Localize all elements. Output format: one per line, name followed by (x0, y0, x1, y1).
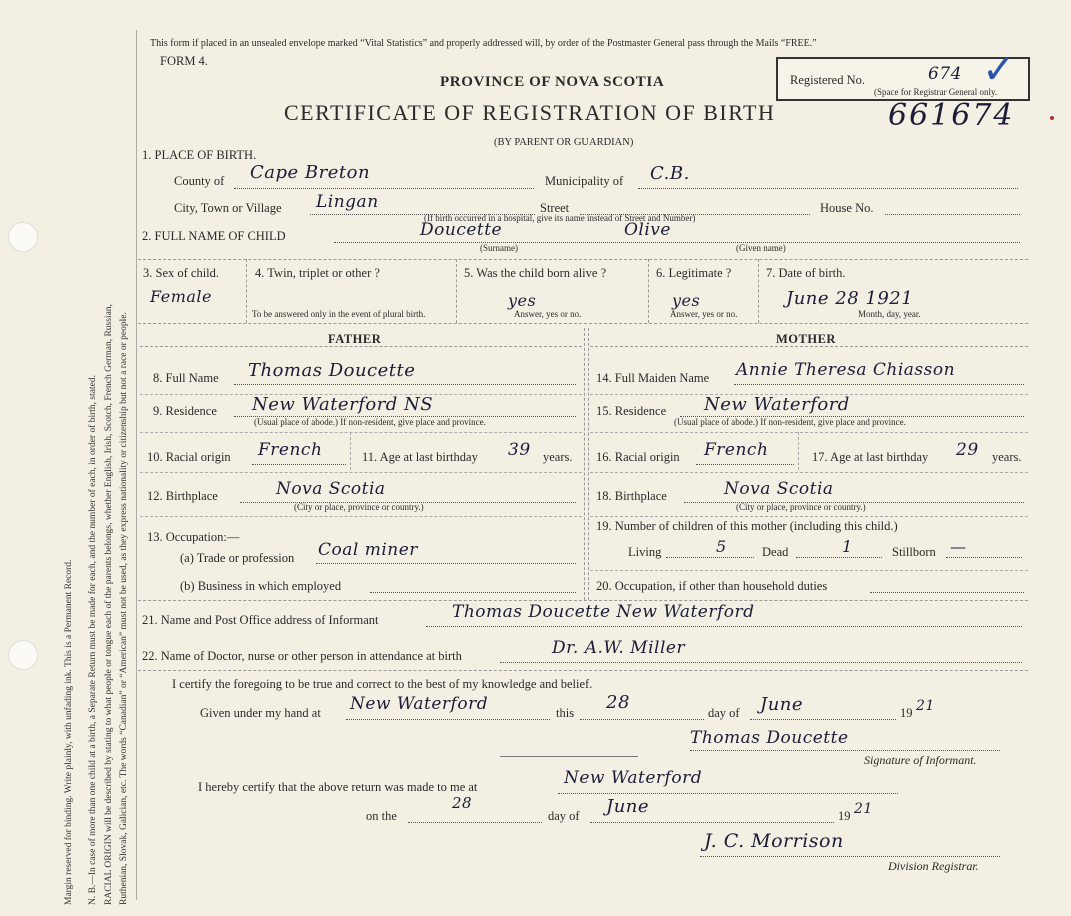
registrar-day-of-label: day of (548, 809, 580, 823)
binding-hole (8, 222, 38, 252)
father-residence-label: 9. Residence (153, 404, 217, 418)
mother-residence-note: (Usual place of abode.) If non-resident, give place and province. (674, 417, 906, 427)
mother-years-label: years. (992, 450, 1022, 464)
province-heading: PROVINCE OF NOVA SCOTIA (440, 74, 665, 90)
born-alive-value: yes (508, 291, 537, 310)
father-racial-origin-value: French (258, 440, 323, 460)
registrar-day-value: 28 (452, 794, 473, 812)
informant-signature-label: Signature of Informant. (864, 753, 977, 767)
child-given-name-value: Olive (624, 220, 671, 240)
father-residence-note: (Usual place of abode.) If non-resident, give place and province. (254, 417, 486, 427)
father-business-label: (b) Business in which employed (180, 579, 342, 593)
certificate-number: 661674 (888, 98, 1015, 133)
doctor-value: Dr. A.W. Miller (552, 638, 686, 658)
given-name-note: (Given name) (736, 243, 786, 253)
certify-day-value: 28 (606, 692, 630, 713)
dead-value: 1 (842, 537, 853, 556)
informant-label: 21. Name and Post Office address of Informant (142, 613, 379, 627)
form-number: FORM 4. (160, 54, 208, 68)
municipality-value: C.B. (650, 163, 690, 184)
stillborn-value: — (950, 537, 967, 556)
checkmark-icon: ✓ (982, 47, 1016, 93)
street-label: Street (540, 201, 570, 215)
this-label: this (556, 706, 575, 720)
ink-mark (1050, 116, 1054, 120)
legitimate-label: 6. Legitimate ? (656, 266, 732, 280)
place-of-birth-label: 1. PLACE OF BIRTH. (142, 148, 257, 162)
registered-number-box (776, 47, 1030, 101)
county-label: County of (174, 174, 225, 188)
on-the-label: on the (366, 809, 397, 823)
county-value: Cape Breton (250, 162, 371, 183)
registrar-signature: J. C. Morrison (704, 830, 844, 852)
certificate-subtitle: (BY PARENT OR GUARDIAN) (494, 137, 634, 148)
stillborn-label: Stillborn (892, 545, 936, 559)
hospital-note: (If birth occurred in a hospital, give its name instead of Street and Number) (424, 213, 696, 223)
date-of-birth-value: June 28 1921 (786, 288, 914, 309)
registrar-signature-label: Division Registrar. (888, 859, 979, 873)
father-birthplace-label: 12. Birthplace (147, 489, 218, 503)
dead-label: Dead (762, 545, 789, 559)
city-label: City, Town or Village (174, 201, 282, 215)
doctor-label: 22. Name of Doctor, nurse or other person in attendance at birth (142, 649, 462, 663)
informant-value: Thomas Doucette New Waterford (452, 602, 755, 622)
father-birthplace-note: (City or place, province or country.) (294, 502, 424, 512)
given-under-hand-label: Given under my hand at (200, 706, 321, 720)
child-surname-value: Doucette (420, 220, 503, 240)
sex-label: 3. Sex of child. (143, 266, 220, 280)
mother-name-value: Annie Theresa Chiasson (736, 360, 956, 380)
father-birthplace-value: Nova Scotia (276, 479, 386, 499)
father-age-value: 39 (508, 440, 531, 460)
mother-racial-origin-label: 16. Racial origin (596, 450, 680, 464)
father-trade-label: (a) Trade or profession (180, 551, 295, 565)
certify-day-of-label: day of (708, 706, 740, 720)
born-alive-label: 5. Was the child born alive ? (464, 266, 607, 280)
certificate-title: CERTIFICATE OF REGISTRATION OF BIRTH (284, 100, 776, 125)
father-age-label: 11. Age at last birthday (362, 450, 478, 464)
mother-children-label: 19. Number of children of this mother (including this child.) (596, 519, 898, 533)
mother-occupation-label: 20. Occupation, if other than household duties (596, 579, 828, 593)
father-years-label: years. (543, 450, 573, 464)
mother-birthplace-label: 18. Birthplace (596, 489, 667, 503)
house-number-label: House No. (820, 201, 874, 215)
registered-number: 674 (928, 64, 962, 84)
certify-statement: I certify the foregoing to be true and correct to the best of my knowledge and belief. (172, 677, 593, 691)
born-alive-note: Answer, yes or no. (514, 309, 582, 319)
mail-notice: This form if placed in an unsealed envelope marked “Vital Statistics” and properly addressed will, by order of the Postmaster General pass through the Mails “FREE.” (150, 38, 817, 49)
mother-age-value: 29 (956, 440, 979, 460)
certify-month-value: June (760, 694, 804, 715)
date-of-birth-note: Month, day, year. (858, 309, 921, 319)
mother-age-label: 17. Age at last birthday (812, 450, 929, 464)
mother-name-label: 14. Full Maiden Name (596, 371, 710, 385)
margin-note-multiple-births: N. B.—In case of more than one child at a birth, a Separate Return must be made for each, and the number of each, in order of birth, stated. (88, 375, 98, 905)
father-trade-value: Coal miner (318, 540, 418, 560)
child-name-label: 2. FULL NAME OF CHILD (142, 229, 286, 243)
father-occupation-label: 13. Occupation:— (147, 530, 240, 544)
father-heading: FATHER (328, 332, 382, 346)
margin-note-racial-origin-2: Ruthenian, Slovak, Galician, etc. The words “Canadian” or “American” must not be used, as they express nationality or citizenship but not a race or people. (119, 312, 129, 905)
father-name-label: 8. Full Name (153, 371, 219, 385)
surname-note: (Surname) (480, 243, 518, 253)
margin-note-binding: Margin reserved for binding. Write plainly, with unfading ink. This is a Permanent Record. (64, 559, 74, 905)
registrar-statement: I hereby certify that the above return was made to me at (198, 780, 478, 794)
sex-value: Female (150, 287, 212, 306)
registrar-year-value: 21 (854, 801, 873, 817)
registrar-place-value: New Waterford (564, 768, 703, 788)
certify-year-prefix: 19 (900, 706, 913, 720)
mother-heading: MOTHER (776, 332, 836, 346)
given-place-value: New Waterford (350, 694, 489, 714)
father-name-value: Thomas Doucette (248, 360, 416, 381)
margin-rule (136, 30, 137, 900)
legitimate-note: Answer, yes or no. (670, 309, 738, 319)
father-racial-origin-label: 10. Racial origin (147, 450, 231, 464)
registered-label: Registered No. (790, 73, 865, 87)
living-value: 5 (716, 537, 727, 556)
twin-label: 4. Twin, triplet or other ? (255, 266, 380, 280)
mother-birthplace-value: Nova Scotia (724, 479, 834, 499)
municipality-label: Municipality of (545, 174, 624, 188)
binding-hole (8, 640, 38, 670)
legitimate-value: yes (672, 291, 701, 310)
mother-residence-label: 15. Residence (596, 404, 667, 418)
living-label: Living (628, 545, 662, 559)
date-of-birth-label: 7. Date of birth. (766, 266, 846, 280)
informant-signature: Thomas Doucette (690, 728, 849, 748)
registrar-year-prefix: 19 (838, 809, 851, 823)
registered-note: (Space for Registrar General only. (874, 87, 998, 97)
certify-year-value: 21 (916, 698, 935, 714)
father-residence-value: New Waterford NS (252, 394, 434, 415)
twin-note: To be answered only in the event of plural birth. (252, 309, 426, 319)
registrar-month-value: June (606, 796, 650, 817)
city-value: Lingan (316, 192, 379, 212)
mother-birthplace-note: (City or place, province or country.) (736, 502, 866, 512)
mother-racial-origin-value: French (704, 440, 769, 460)
margin-note-racial-origin: RACIAL ORIGIN will be described by stating to what people or tongue each of the parents belongs, whether English, Irish, Scotch, French German, Russian, (104, 304, 114, 905)
mother-residence-value: New Waterford (704, 394, 850, 415)
